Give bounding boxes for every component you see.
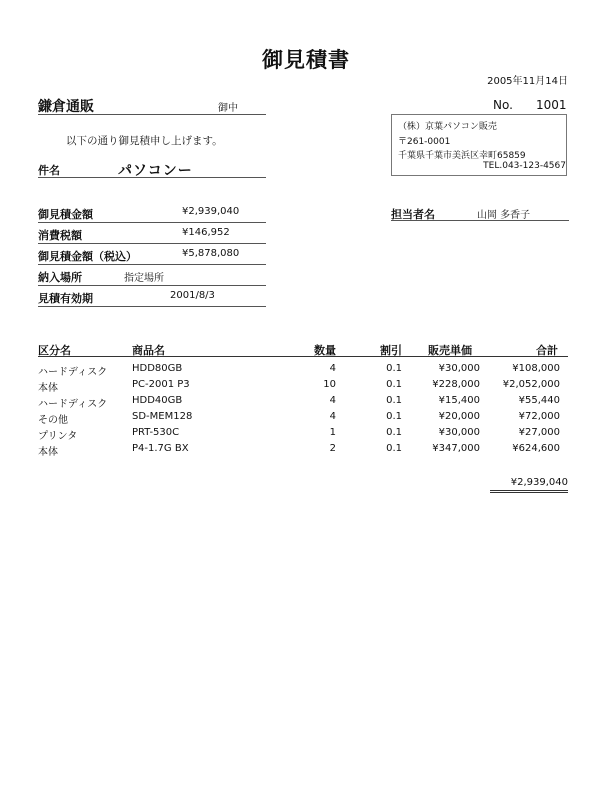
header-total: 合計 [536,344,558,357]
summary-label: 納入場所 [38,271,82,284]
row-qty: 4 [329,395,336,406]
estimate-number-value: 1001 [536,98,567,112]
grand-total-rule [490,492,568,493]
row-qty: 10 [323,379,336,390]
row-unit-price: ¥20,000 [438,411,480,422]
row-unit-price: ¥30,000 [438,427,480,438]
summary-row [38,264,266,286]
person-underline [391,220,569,221]
subject-label: 件名 [38,164,60,177]
row-product: PC-2001 P3 [132,379,190,390]
customer-name: 鎌倉通販 [38,99,94,115]
row-qty: 4 [329,411,336,422]
summary-row [38,201,266,223]
row-category: ハードディスク [38,399,108,410]
summary-label: 御見積金額（税込） [38,250,137,263]
row-total: ¥55,440 [518,395,560,406]
row-product: HDD80GB [132,363,183,374]
row-total: ¥624,600 [512,443,560,454]
person-label: 担当者名 [391,208,435,221]
row-total: ¥27,000 [518,427,560,438]
row-category: ハードディスク [38,367,108,378]
row-unit-price: ¥30,000 [438,363,480,374]
row-product: P4-1.7G BX [132,443,189,454]
summary-row [38,243,266,265]
summary-row [38,222,266,244]
grand-total-rule [490,490,568,491]
row-discount: 0.1 [386,363,402,374]
table-header-rule [38,356,568,357]
row-qty: 4 [329,363,336,374]
vendor-tel: TEL.043-123-4567 [483,161,566,171]
grand-total: ¥2,939,040 [510,477,568,488]
row-discount: 0.1 [386,427,402,438]
row-unit-price: ¥228,000 [432,379,480,390]
row-category: 本体 [38,447,58,458]
customer-underline [38,114,266,115]
summary-label: 消費税額 [38,229,82,242]
header-category: 区分名 [38,344,71,357]
customer-honorific: 御中 [218,103,238,114]
row-category: プリンタ [38,431,78,442]
document-title: 御見積書 [262,48,350,72]
row-category: その他 [38,415,68,426]
row-unit-price: ¥347,000 [432,443,480,454]
subject-value: パソコンー [118,163,193,179]
summary-label: 御見積金額 [38,208,93,221]
summary-label: 見積有効期 [38,292,93,305]
header-qty: 数量 [314,344,336,357]
row-unit-price: ¥15,400 [438,395,480,406]
summary-value: 2001/8/3 [170,290,215,301]
summary-value: 指定場所 [124,273,164,284]
row-discount: 0.1 [386,443,402,454]
issue-date: 2005年11月14日 [487,76,568,87]
vendor-postal: 〒261-0001 [398,137,451,147]
estimate-number-label: No. [493,98,513,112]
row-qty: 2 [329,443,336,454]
row-product: PRT-530C [132,427,180,438]
header-product: 商品名 [132,344,165,357]
summary-value: ¥146,952 [182,227,230,238]
person-value: 山岡 多香子 [477,210,531,221]
row-product: SD-MEM128 [132,411,193,422]
header-discount: 割引 [380,344,402,357]
row-discount: 0.1 [386,379,402,390]
row-qty: 1 [329,427,336,438]
row-category: 本体 [38,383,58,394]
summary-value: ¥5,878,080 [182,248,240,259]
summary-value: ¥2,939,040 [182,206,240,217]
header-unit-price: 販売単価 [428,344,472,357]
vendor-name: （株）京葉パソコン販売 [398,122,497,132]
row-total: ¥72,000 [518,411,560,422]
intro-text: 以下の通り御見積申し上げます。 [66,135,223,147]
row-total: ¥2,052,000 [502,379,560,390]
row-discount: 0.1 [386,411,402,422]
subject-underline [38,177,266,178]
vendor-address: 千葉県千葉市美浜区幸町65859 [398,151,526,161]
row-discount: 0.1 [386,395,402,406]
row-total: ¥108,000 [512,363,560,374]
summary-row [38,285,266,307]
row-product: HDD40GB [132,395,183,406]
